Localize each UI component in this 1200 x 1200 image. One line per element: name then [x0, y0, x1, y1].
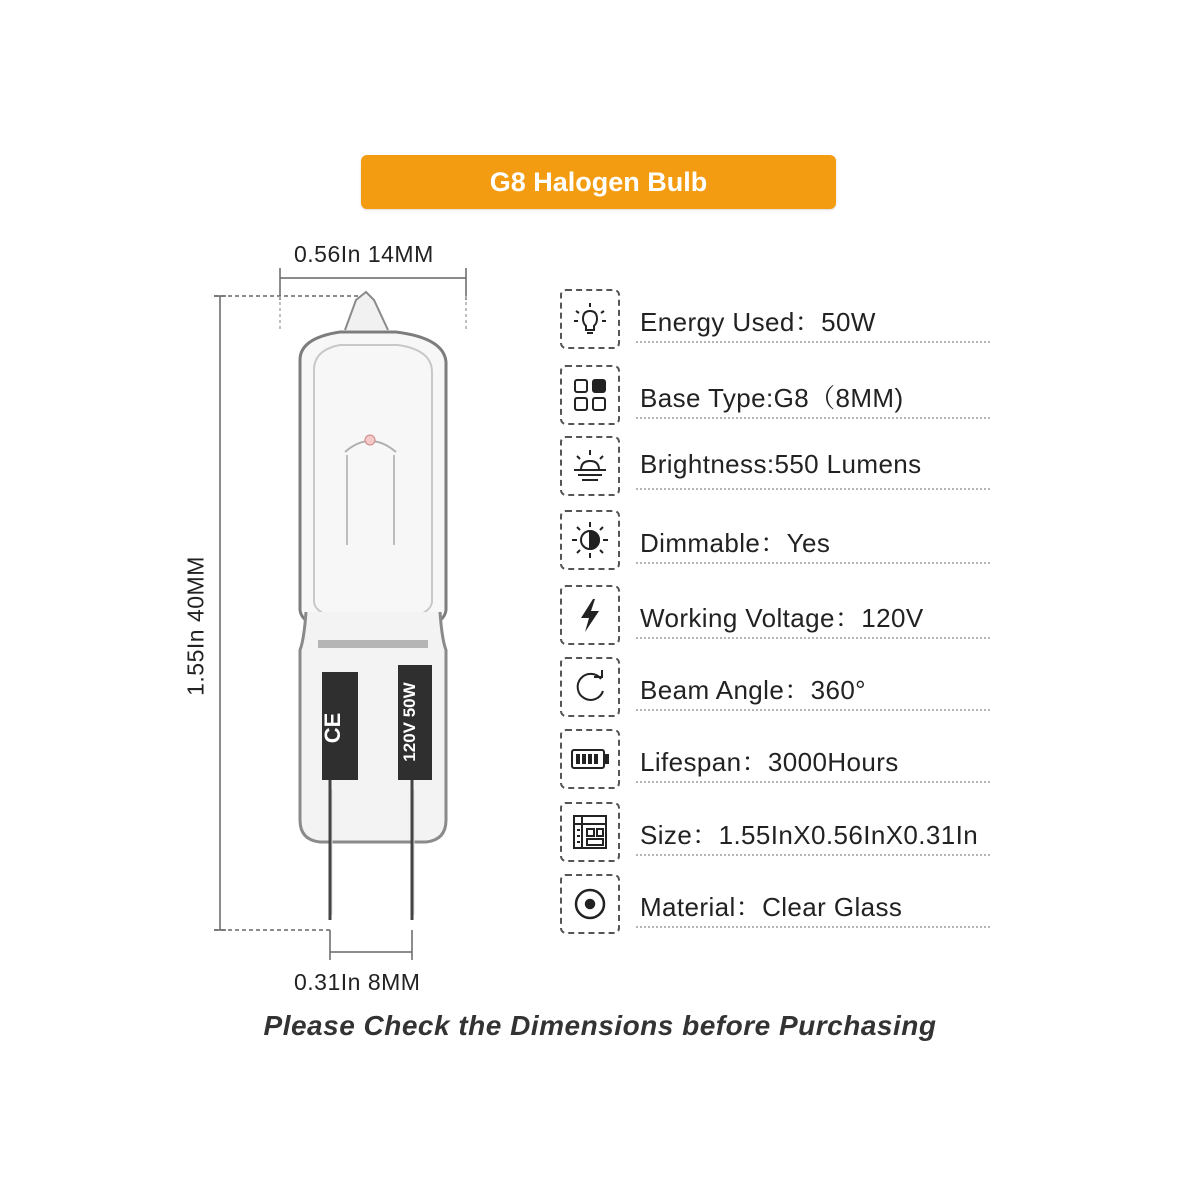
height-dimension-label: 1.55In 40MM	[182, 556, 209, 696]
spec-text-voltage: Working Voltage：120V	[640, 603, 924, 633]
spec-row-brightness	[560, 436, 1000, 498]
spec-text-size: Size：1.55InX0.56InX0.31In	[640, 820, 979, 850]
spec-text-beam-angle: Beam Angle：360°	[640, 675, 866, 705]
spec-row-voltage	[560, 585, 1000, 647]
spec-divider	[636, 637, 990, 639]
base-grid-icon	[560, 365, 620, 425]
spec-divider	[636, 709, 990, 711]
sunrise-icon	[560, 436, 620, 496]
spec-divider	[636, 926, 990, 928]
spec-divider	[636, 562, 990, 564]
pin-spacing-dimension-label: 0.31In 8MM	[294, 969, 421, 995]
spec-text-energy: Energy Used：50W	[640, 307, 876, 337]
spec-divider	[636, 781, 990, 783]
spec-row-dimmable	[560, 510, 1000, 572]
spec-row-beam-angle	[560, 657, 1000, 719]
dimmable-sun-icon	[560, 510, 620, 570]
spec-divider	[636, 488, 990, 490]
ce-mark: CE	[320, 712, 345, 744]
spec-text-lifespan: Lifespan：3000Hours	[640, 747, 899, 777]
width-dimension-label: 0.56In 14MM	[294, 241, 434, 267]
spec-text-dimmable: Dimmable：Yes	[640, 528, 831, 558]
spec-text-brightness: Brightness:550 Lumens	[640, 449, 922, 479]
lightning-icon	[560, 585, 620, 645]
ruler-grid-icon	[560, 802, 620, 862]
target-circle-icon	[560, 874, 620, 934]
rating-label: 120V 50W	[400, 682, 419, 762]
spec-text-material: Material：Clear Glass	[640, 892, 903, 922]
battery-icon	[560, 729, 620, 789]
spec-divider	[636, 854, 990, 856]
spec-row-base-type	[560, 365, 1000, 427]
spec-divider	[636, 341, 990, 343]
spec-row-lifespan	[560, 729, 1000, 791]
bulb-icon	[560, 289, 620, 349]
footer-note: Please Check the Dimensions before Purchasing	[263, 1010, 937, 1041]
banner-title: G8 Halogen Bulb	[489, 166, 708, 197]
spec-text-base-type: Base Type:G8（8MM)	[640, 383, 904, 413]
rotate-icon	[560, 657, 620, 717]
spec-row-energy	[560, 289, 1000, 351]
spec-divider	[636, 417, 990, 419]
spec-row-size	[560, 802, 1000, 864]
spec-row-material	[560, 874, 1000, 936]
